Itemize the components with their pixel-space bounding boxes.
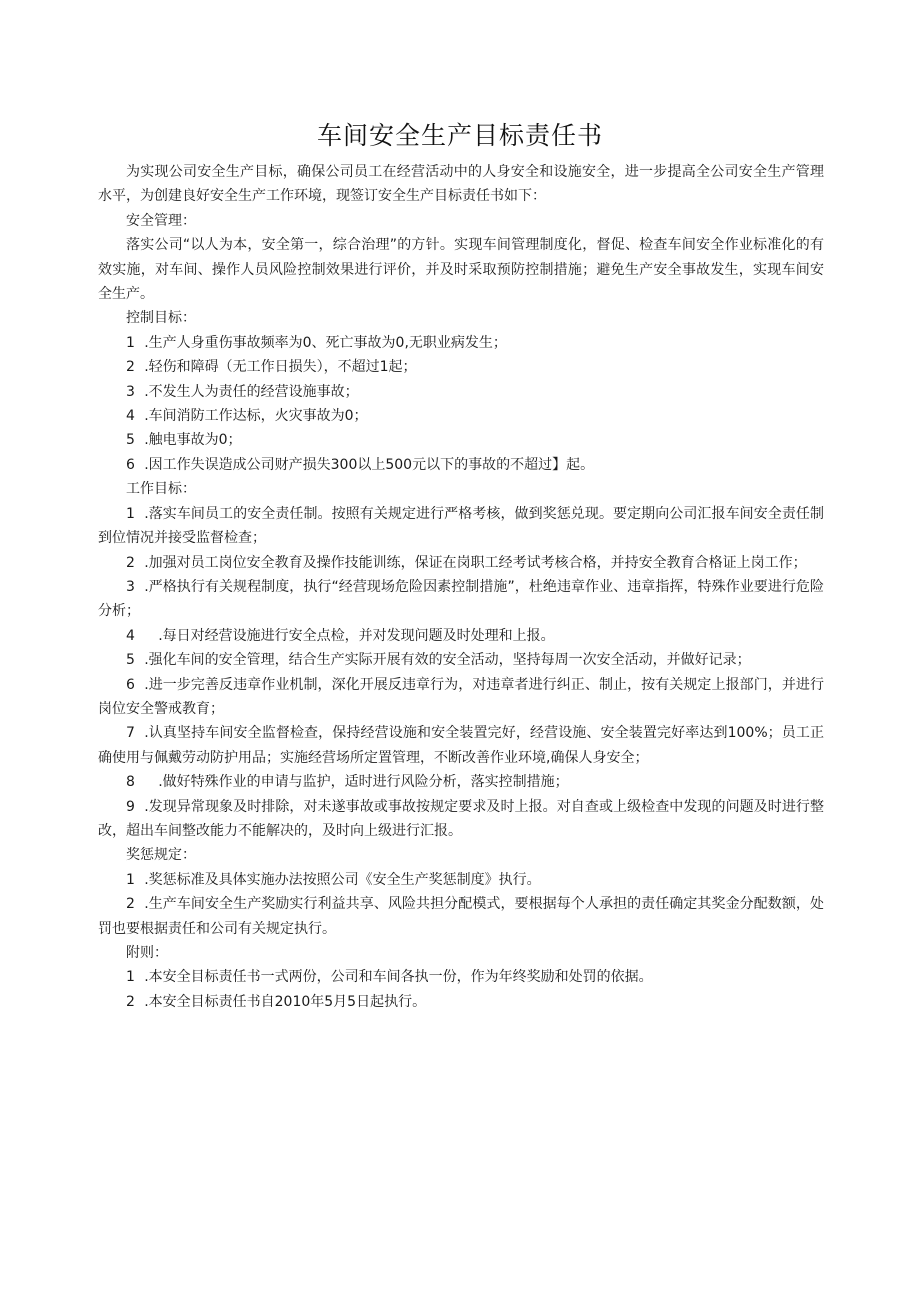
work-target-item [98,551,824,575]
item-number: 2 [126,359,135,376]
control-target-item [98,404,824,428]
work-target-item [98,575,824,624]
control-target-item [98,355,824,379]
item-text: .加强对员工岗位安全教育及操作技能训练，保证在岗职工经考试考核合格，并持安全教育合格证上岗工作； [144,554,807,571]
item-text: .轻伤和障碍（无工作日损失），不超过1起； [144,359,417,376]
item-text: .严格执行有关规程制度，执行“经营现场危险因素控制措施”，杜绝违章作业、违章指挥，特殊作业要进行危险分析； [98,578,824,620]
work-target-item [98,648,824,672]
work-target-item [98,673,824,722]
item-number: 9 [126,798,135,815]
item-number: 5 [126,432,135,449]
item-text: .生产车间安全生产奖励实行利益共享、风险共担分配模式，要根据每个人承担的责任确定其奖金分配数额，处罚也要根据责任和公司有关规定执行。 [98,896,824,937]
intro-paragraph: 为实现公司安全生产目标，确保公司员工在经营活动中的人身安全和设施安全，进一步提高全公司安全生产管理水平，为创建良好安全生产工作环境，现签订安全生产目标责任书如下： [98,164,824,205]
appendix-item [98,990,824,1014]
item-number: 2 [126,554,135,571]
item-number: 8 [126,774,135,791]
work-target-item [98,502,824,551]
control-target-item [98,331,824,355]
appendix-item [98,965,824,989]
work-target-item [98,795,824,844]
work-target-item [98,721,824,770]
item-number: 1 [126,871,135,888]
safety-management-text: 落实公司“以人为本，安全第一，综合治理”的方针。实现车间管理制度化，督促、检查车间安全作业标准化的有效实施，对车间、操作人员风险控制效果进行评价，并及时采取预防控制措施；避免生产安全事故发生，实现车间安全生产。 [98,237,824,303]
item-text: .进一步完善反违章作业机制，深化开展反违章行为，对违章者进行纠正、制止，按有关规定上报部门，并进行岗位安全警戒教育； [98,676,824,717]
item-text: .触电事故为0； [144,432,242,449]
document-body [98,160,824,1014]
item-number: 1 [126,505,135,522]
item-text: .强化车间的安全管理，结合生产实际开展有效的安全活动，坚持每周一次安全活动，并做好记录； [144,652,751,669]
document-title: 车间安全生产目标责任书 [316,121,603,150]
work-targets-heading: 工作目标： [126,481,196,498]
work-target-item [98,624,824,648]
item-text: .本安全目标责任书自2010年5月5日起执行。 [144,993,427,1010]
safety-management-heading: 安全管理： [126,212,196,229]
item-number: 6 [126,456,135,473]
item-number: 2 [126,993,135,1010]
item-text: .因工作失误造成公司财产损失300以上500元以下的事故的不超过】起。 [144,456,595,473]
item-number: 7 [126,725,135,742]
item-number: 1 [126,969,135,986]
appendix-heading: 附则： [126,945,168,961]
item-text: .本安全目标责任书一式两份，公司和车间各执一份，作为年终奖励和处罚的依据。 [144,969,653,986]
item-text: .每日对经营设施进行安全点检，并对发现问题及时处理和上报。 [158,627,555,644]
item-number: 6 [126,676,135,693]
item-text: .生产人身重伤事故频率为0、死亡事故为0,无职业病发生； [144,334,507,351]
item-text: .做好特殊作业的申请与监护，适时进行风险分析，落实控制措施； [158,774,569,791]
control-target-item [98,380,824,404]
item-text: .落实车间员工的安全责任制。按照有关规定进行严格考核，做到奖惩兑现。要定期向公司汇报车间安全责任制到位情况并接受监督检查； [98,505,824,547]
item-number: 5 [126,652,135,669]
control-targets-heading: 控制目标： [126,310,196,327]
item-number: 2 [126,896,135,913]
work-target-item [98,770,824,794]
item-number: 1 [126,334,135,351]
item-number: 3 [126,578,135,595]
item-text: .不发生人为责任的经营设施事故； [144,383,359,400]
item-text: .认真坚持车间安全监督检查，保持经营设施和安全装置完好，经营设施、安全装置完好率达到100%；员工正确使用与佩戴劳动防护用品；实施经营场所定置管理，不断改善作业环境,确保人身安全； [98,725,824,766]
item-text: .奖惩标准及具体实施办法按照公司《安全生产奖惩制度》执行。 [144,871,541,888]
item-number: 4 [126,627,135,644]
rewards-heading: 奖惩规定： [126,847,196,864]
control-target-item [98,428,824,452]
reward-item [98,868,824,892]
item-number: 3 [126,383,135,400]
item-number: 4 [126,408,135,425]
control-target-item [98,453,824,477]
reward-item [98,892,824,941]
item-text: .发现异常现象及时排除，对未遂事故或事故按规定要求及时上报。对自查或上级检查中发现的问题及时进行整改，超出车间整改能力不能解决的，及时向上级进行汇报。 [98,798,824,839]
item-text: .车间消防工作达标，火灾事故为0； [144,408,368,425]
